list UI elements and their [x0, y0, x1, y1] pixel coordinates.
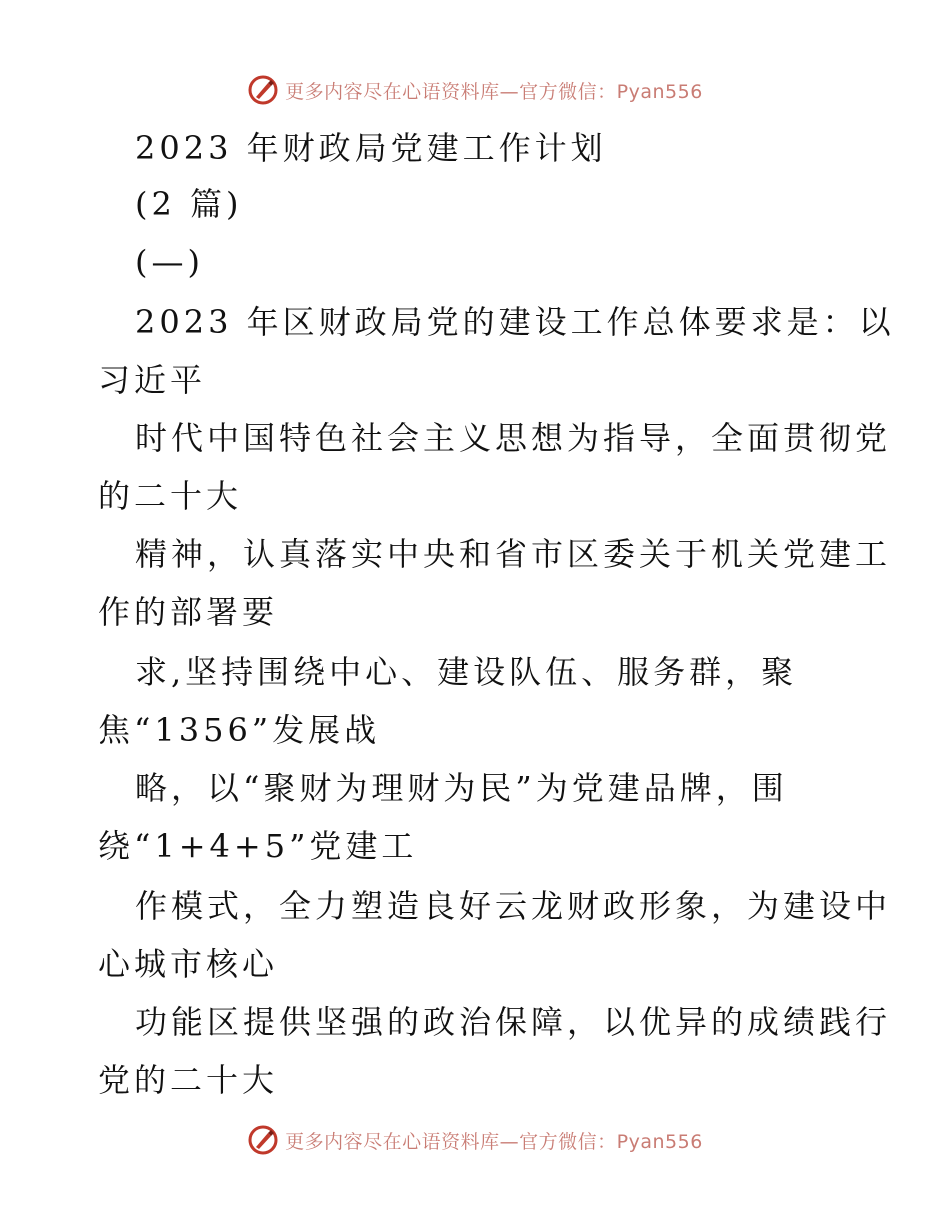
paragraph-line: 习近平	[98, 361, 207, 399]
paragraph-line: 焦“1356”发展战	[98, 711, 381, 749]
paragraph-line: 党的二十大	[98, 1061, 279, 1099]
paragraph-line: 功能区提供坚强的政治保障，以优异的成绩践行	[135, 1003, 892, 1041]
paragraph-line: 2023 年区财政局党的建设工作总体要求是：以	[135, 303, 895, 341]
watermark-text: 更多内容尽在心语资料库—官方微信：Pyan556	[285, 80, 703, 103]
pen-logo-icon	[247, 1124, 279, 1156]
document-subtitle: (2 篇)	[135, 185, 243, 223]
paragraph-line: 略，以“聚财为理财为民”为党建品牌，围	[135, 769, 788, 807]
watermark-footer	[0, 1120, 950, 1160]
paragraph-line: 求,坚持围绕中心、建设队伍、服务群，聚	[135, 653, 798, 691]
paragraph-line: 精神，认真落实中央和省市区委关于机关党建工	[135, 535, 892, 573]
paragraph-line: 的二十大	[98, 477, 243, 515]
paragraph-line: 时代中国特色社会主义思想为指导，全面贯彻党	[135, 419, 892, 457]
document-title: 2023 年财政局党建工作计划	[135, 129, 607, 167]
watermark-header	[0, 70, 950, 110]
pen-logo-icon	[247, 74, 279, 106]
paragraph-line: 作的部署要	[98, 593, 279, 631]
section-marker: (—)	[135, 243, 204, 281]
watermark-text: 更多内容尽在心语资料库—官方微信：Pyan556	[285, 1130, 703, 1153]
paragraph-line: 心城市核心	[98, 945, 279, 983]
paragraph-line: 作模式，全力塑造良好云龙财政形象，为建设中	[135, 887, 892, 925]
paragraph-line: 绕“1+4+5”党建工	[98, 827, 418, 865]
